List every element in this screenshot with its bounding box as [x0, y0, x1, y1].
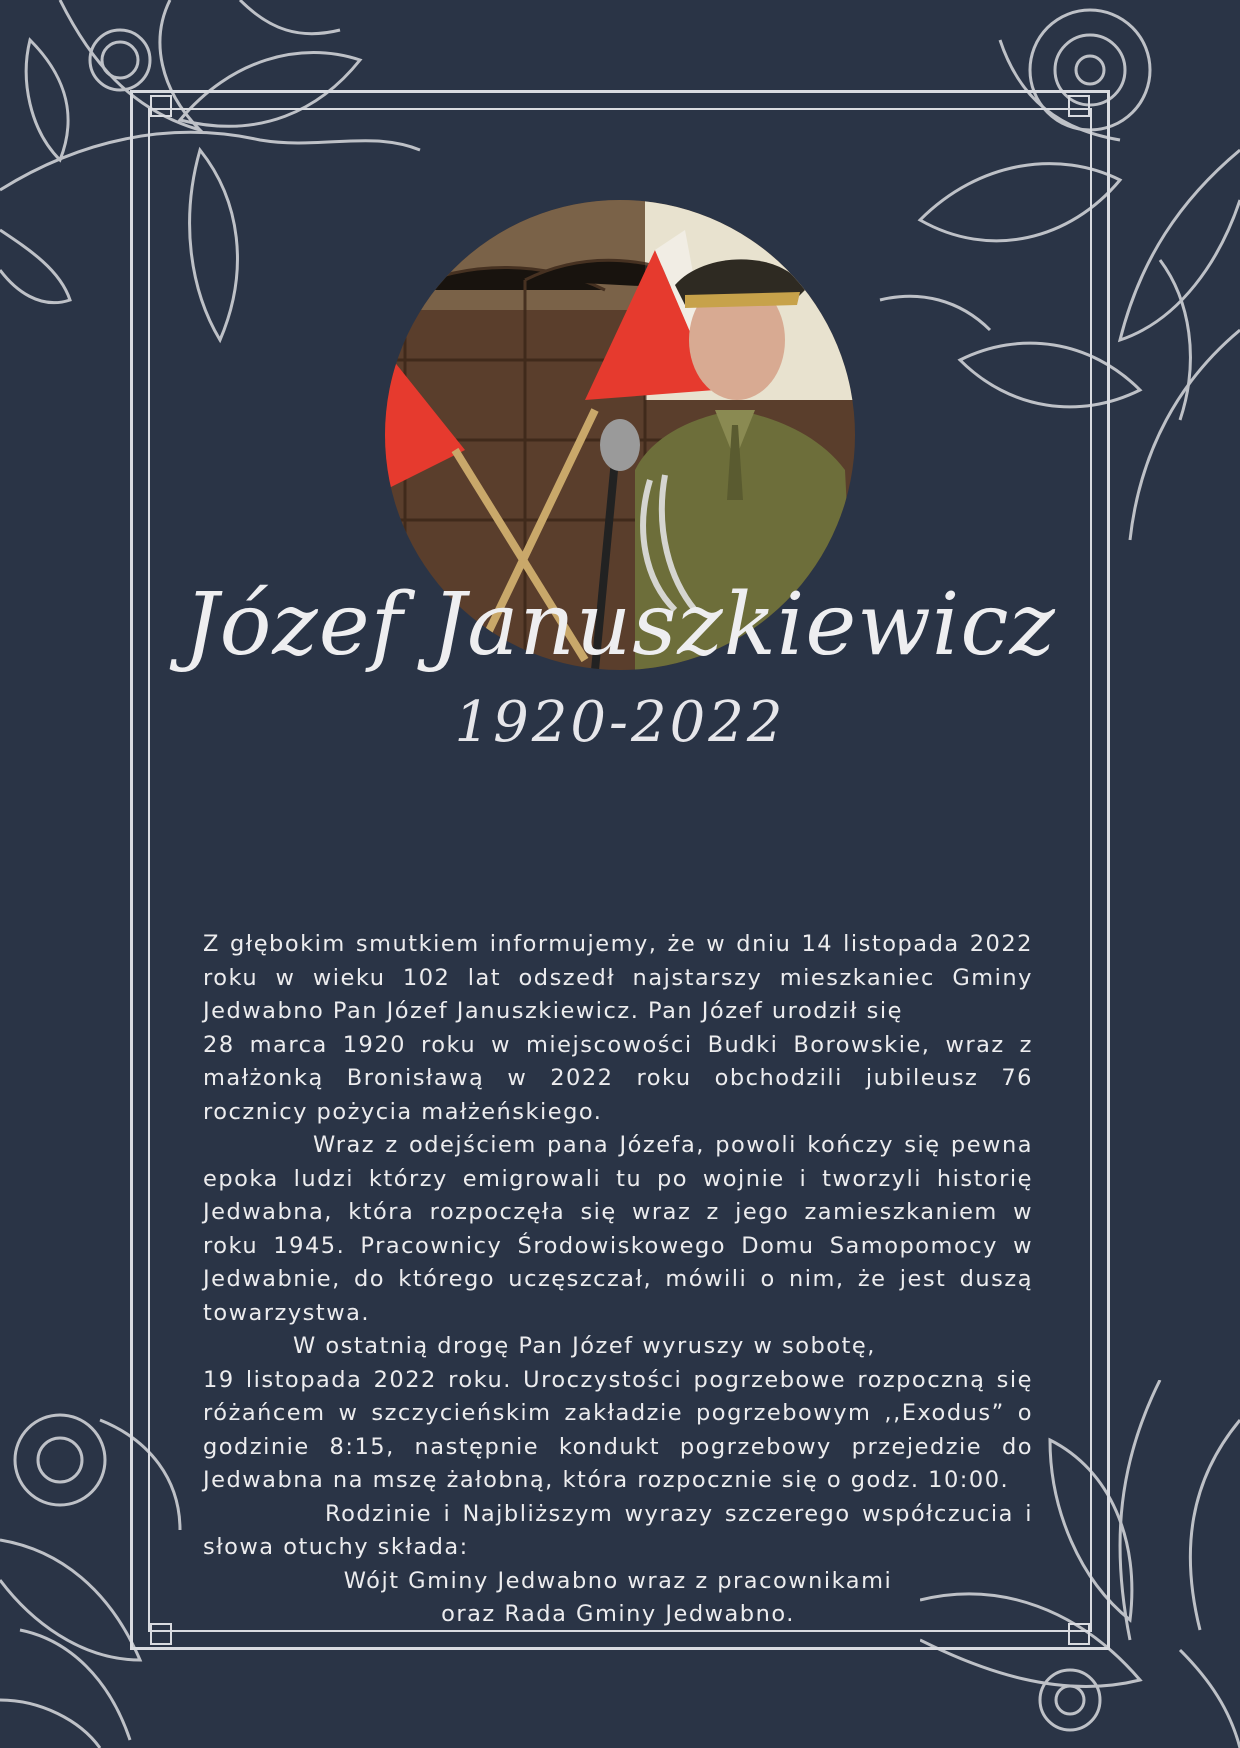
frame-corner-ornament: [150, 1623, 172, 1645]
paragraph: W ostatnią drogę Pan Józef wyruszy w sobotę,: [293, 1333, 876, 1359]
paragraph: Rodzinie i Najbliższym wyrazy szczerego współczucia i słowa otuchy składa:: [203, 1500, 1033, 1560]
frame-corner-ornament: [1068, 1623, 1090, 1645]
paragraph: Wraz z odejściem pana Józefa, powoli kończy się pewna epoka ludzi którzy emigrowali tu po wojnie i tworzyli historię Jedwabna, która rozpoczęła się wraz z jego zamieszkaniem w roku 1945. Pracownicy Środowiskowego Domu Samopomocy w Jedwabnie, do którego uczęszczał, mówili o nim, że jest duszą towarzystwa.: [203, 1132, 1033, 1326]
paragraph: 28 marca 1920 roku w miejscowości Budki Borowskie, wraz z małżonką Bronisławą w 2022 roku obchodzili jubileusz 76 rocznicy pożycia małżeńskiego.: [203, 1031, 1033, 1125]
frame-corner-ornament: [1068, 95, 1090, 117]
life-years: 1920-2022: [454, 690, 786, 755]
obituary-text: [203, 928, 1033, 1632]
signature-line: Wójt Gminy Jedwabno wraz z pracownikami: [343, 1567, 893, 1594]
frame-corner-ornament: [150, 95, 172, 117]
paragraph: 19 listopada 2022 roku. Uroczystości pogrzebowe rozpoczną się różańcem w szczycieńskim zakładzie pogrzebowym ,,Exodus” o godzinie 8:15, następnie kondukt pogrzebowy przejedzie do Jedwabna na mszę żałobną, która rozpocznie się o godz. 10:00.: [203, 1366, 1033, 1493]
deceased-name: Józef Januszkiewicz: [184, 575, 1056, 675]
signature-line: oraz Rada Gminy Jedwabno.: [441, 1601, 795, 1627]
paragraph: Z głębokim smutkiem informujemy, że w dniu 14 listopada 2022 roku w wieku 102 lat odszedł najstarszy mieszkaniec Gminy Jedwabno Pan Józef Januszkiewicz. Pan Józef urodził się: [203, 931, 1033, 1024]
